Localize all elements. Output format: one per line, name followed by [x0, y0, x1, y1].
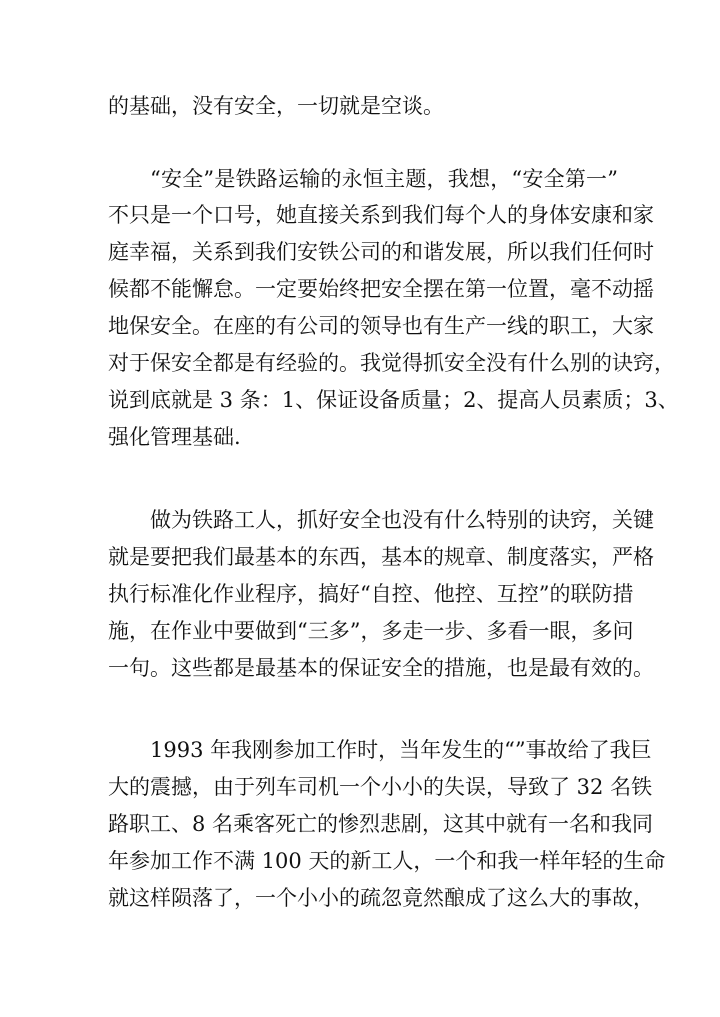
- text-line: 执行标准化作业程序，搞好“自控、他控、互控”的联防措: [108, 582, 634, 606]
- text-line: 就是要把我们最基本的东西，基本的规章、制度落实，严格: [108, 545, 654, 569]
- text-line: 施，在作业中要做到“三多”，多走一步、多看一眼，多问: [108, 619, 634, 643]
- text-line: 大的震撼，由于列车司机一个小小的失误，导致了 32 名铁: [108, 775, 653, 799]
- text-line: 年参加工作不满 100 天的新工人，一个和我一样年轻的生命: [108, 849, 666, 873]
- text-line: 说到底就是 3 条：1、保证设备质量；2、提高人员素质；3、: [108, 388, 679, 412]
- text-line: 做为铁路工人，抓好安全也没有什么特别的诀窍，关键: [150, 508, 654, 532]
- text-line: 一句。这些都是最基本的保证安全的措施，也是最有效的。: [108, 656, 654, 680]
- text-line: 候都不能懈怠。一定要始终把安全摆在第一位置，毫不动摇: [108, 277, 654, 301]
- text-line: 就这样陨落了，一个小小的疏忽竟然酿成了这么大的事故，: [108, 886, 654, 910]
- text-line: 强化管理基础.: [108, 425, 241, 449]
- text-line: 不只是一个口号，她直接关系到我们每个人的身体安康和家: [108, 203, 654, 227]
- text-line: “安全”是铁路运输的永恒主题，我想，“安全第一”: [150, 167, 618, 191]
- text-line: 地保安全。在座的有公司的领导也有生产一线的职工，大家: [108, 314, 654, 338]
- text-line: 1993 年我刚参加工作时，当年发生的“”事故给了我巨: [150, 738, 652, 762]
- text-line: 路职工、8 名乘客死亡的惨烈悲剧，这其中就有一名和我同: [108, 812, 654, 836]
- text-line: 庭幸福，关系到我们安铁公司的和谐发展，所以我们任何时: [108, 240, 654, 264]
- text-line: 对于保安全都是有经验的。我觉得抓安全没有什么别的诀窍，: [108, 351, 675, 375]
- text-line: 的基础，没有安全，一切就是空谈。: [108, 94, 444, 118]
